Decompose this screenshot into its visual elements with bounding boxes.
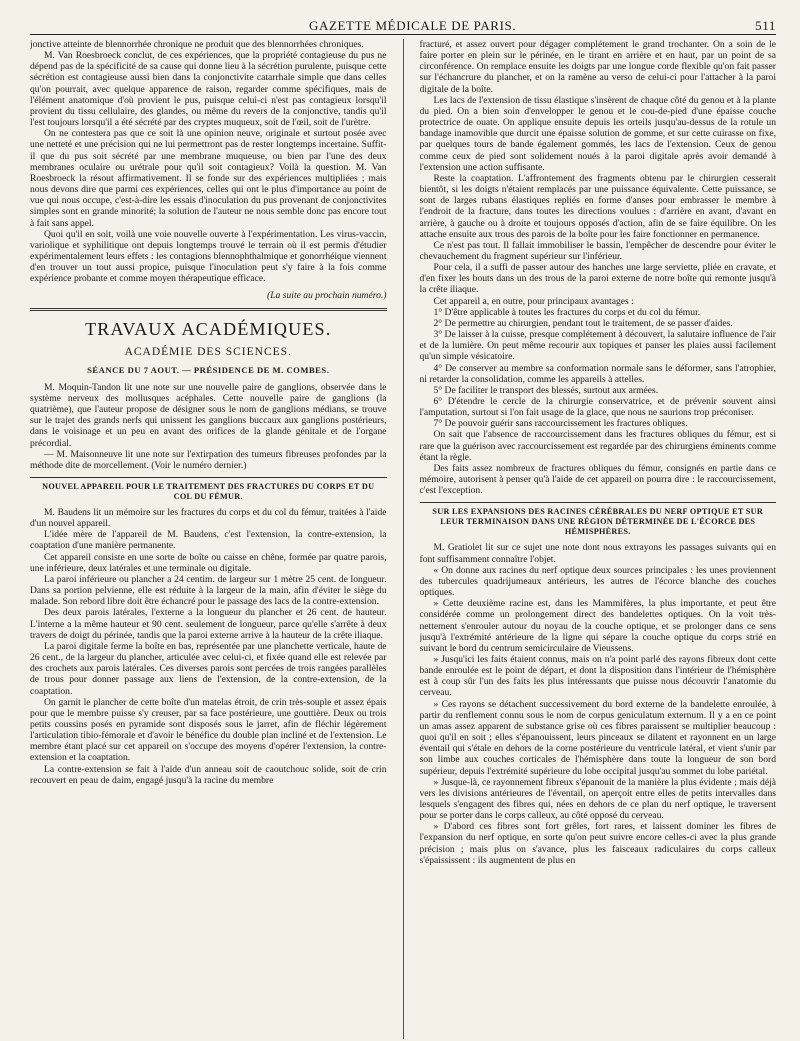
paragraph: » Jusqu'ici les faits étaient connus, mais on n'a point parlé des rayons fibreux dont cette bande enroulée est le point de départ, et dont la disposition dans l'intérieur de l'hémisphère est à coup sûr l'un des faits les plus intéressants que puisse nous découvrir l'anatomie du cerveau. [419,653,776,699]
academy-heading: ACADÉMIE DES SCIENCES. [124,345,292,358]
left-column [30,39,387,1039]
paragraph: Ce n'est pas tout. Il fallait immobiliser le bassin, l'empêcher de descendre pour éviter le chevauchement du fragment supérieur sur l'inférieur. [419,239,776,262]
paragraph: M. Moquin-Tandon lit une note sur une nouvelle paire de ganglions, observée dans le système nerveux des mollusques acéphales. Cette nouvelle paire de ganglions (la quatrième), que l'auteur propose de désigner sous le nom de ganglions médians, se trouve sur le trajet des grands nerfs qui unissent les ganglions buccaux aux ganglions postérieurs, dans le voisinage et un peu en avant des orifices de la glande génitale et de l'organe précordial. [30,381,387,449]
list-item: 4° De conserver au membre sa conformation normale sans le déformer, sans l'atrophier, ni retarder la consolidation, comme les appareils à attelles. [419,362,776,385]
paragraph: Des faits assez nombreux de fractures obliques du fémur, consignés en partie dans ce mémoire, autorisent à penser qu'à l'aide de cet appareil on pourra dire : le raccourcissement, c'est l'exception. [419,462,776,497]
list-item: 2° De permettre au chirurgien, pendant tout le traitement, de se passer d'aides. [433,317,733,329]
paragraph: » Jusque-là, ce rayonnement fibreux s'épanouit de la manière la plus évidente ; mais déjà vers les divisions antérieures de l'éventail, on aperçoit entre elles de petits intervalles dans lesquels s'engagent des fibres qui, nées en dehors de ce plan du nerf optique, le traversent pour se porter dans le corps calleux, au côté opposé du cerveau. [419,776,776,822]
paragraph: » Cette deuxième racine est, dans les Mammifères, la plus importante, et peut être considérée comme un prolongement direct des bandelettes optiques. On la voit très-nettement s'enrouler autour du noyau de la couche optique, et se prolonger dans ce sens jusqu'à l'extrémité antérieure de la ligne qui sépare la couche optique du corps strié en suivant le bord du centrum semicirculaire de Vieussens. [419,598,776,654]
paragraph: Quoi qu'il en soit, voilà une voie nouvelle ouverte à l'expérimentation. Les virus-vaccin, variolique et syphilitique ont depuis longtemps trouvé le terrain où il est permis d'étudier expérimentalement leurs effets : les contagions blennophthalmique et gonorrhéique viennent d'en trouver un tout aussi propice, puisque l'inoculation peut s'y faire à la fois comme expérience probante et comme moyen thérapeutique efficace. [30,228,387,285]
subsection-title: SUR LES EXPANSIONS DES RACINES CÉRÉBRALES DU NERF OPTIQUE ET SUR LEUR TERMINAISON DANS UNE RÉGION DÉTERMINÉE DE L'ÉCORCE DES HÉMISPHÈRES. [432,507,764,537]
paragraph: On garnit le plancher de cette boîte d'un matelas étroit, de crin très-souple et assez épais pour que le membre puisse s'y creuser, par sa face postérieure, une gouttière. Deux ou trois petits coussins posés en pyramide sont disposés sous le jarret, afin de fléchir légèrement l'articulation tibio-fémorale et d'avoir le bénéfice du double plan incliné et de l'extension. Le membre étant placé sur cet appareil on s'occupe des moyens d'opérer l'extension, la contre-extension et la coaptation. [30,696,387,764]
list-item: 6° D'étendre le cercle de la chirurgie conservatrice, et de prévenir souvent ainsi l'amputation, surtout si l'on fait usage de la glace, que nous ne saurions trop préconiser. [419,396,776,419]
paragraph: Les lacs de l'extension de tissu élastique s'insèrent de chaque côté du genou et à la plante du pied. On a bien soin d'envelopper le genou et le cou-de-pied d'une épaisse couche protectrice de ouate. On applique ensuite depuis les orteils jusqu'au-dessus de la rotule un bandage inamovible que durcit une épaisse solution de gomme, et sur cette cuirasse on fixe, par quelques tours de bande également gommés, les lacs de l'extension. Ceux de genou comme ceux de pied sont solidement noués à la paroi digitale après avoir demandé à l'extension une action suffisante. [419,94,776,173]
paragraph: Cet appareil a, en outre, pour principaux avantages : [433,295,634,307]
section-divider [30,308,387,311]
paragraph: » Ces rayons se détachent successivement du bord externe de la bandelette enroulée, à partir du renflement connu sous le nom de corpus geniculatum externum. Il y a en ce point un amas assez apparent de substance grise où ces fibres paraissent se multiplier beaucoup : quoi qu'il en soit ; elles s'épanouissent, leurs pinceaux se dilatent et rayonnent en un large éventail qui s'étale en dehors de la corne postérieure du ventricule latéral, et vient s'unir par son limbe aux couches corticales de l'hémisphère dans toute la longueur de son bord supérieur, depuis l'extrémité supérieure du lobe occipital jusqu'au sommet du lobe pariétal. [419,698,776,777]
paragraph: On ne contestera pas que ce soit là une opinion neuve, originale et surtout posée avec une netteté et une précision qui ne lui permettront pas de rester longtemps incertaine. Suffit-il que du pus soit sécrété par une membrane muqueuse, ou bien par l'une des deux membranes oculaire ou urétrale pour qu'il soit contagieux? Voilà la question. M. Van Roesbroeck la résout affirmativement. Il se fonde sur des expériences multipliées ; mais nous devons dire que parmi ces expériences, celles qui ont le plus d'importance au point de vue qui nous occupe, c'est-à-dire les essais d'inoculation du pus provenant de conjonctivites simples sont en grande minorité; la solution de l'auteur ne nous semble donc pas encore tout à fait sans appel. [30,128,387,229]
list-item: 5° De faciliter le transport des blessés, surtout aux armées. [433,384,659,396]
paragraph: jonctive atteinte de blennorrhée chronique ne produit que des blennorrhées chroniques. [30,39,364,50]
paragraph: Des deux parois latérales, l'externe a la longueur du plancher et 26 cent. de hauteur. L'interne a la même hauteur et 90 cent. seulement de longueur, parce qu'elle s'arrête à deux travers de doigt du périnée, tandis que la paroi externe arrive à la hauteur de la crête iliaque. [30,607,387,641]
paragraph: » D'abord ces fibres sont fort grêles, fort rares, et laissent dominer les fibres de l'expansion du nerf optique, en sorte qu'on peut suivre encore celles-ci avec la plus grande précision ; mais plus on s'avance, plus les faisceaux radiculaires du corps calleux s'épaississent : ils augmentent de plus en [419,821,776,866]
paragraph: Cet appareil consiste en une sorte de boîte ou caisse en chêne, formée par quatre parois, une inférieure, deux latérales et une terminale ou digitale. [30,551,387,574]
paragraph: La contre-extension se fait à l'aide d'un anneau soit de caoutchouc solide, soit de crin recouvert en peau de daim, engagé jusqu'à la racine du membre [30,763,387,786]
paragraph: L'idée mère de l'appareil de M. Baudens, c'est l'extension, la contre-extension, la coaptation d'une manière permanente. [30,529,387,552]
column-rule [403,39,404,1039]
divider [30,477,387,478]
divider [420,502,777,503]
paragraph: Reste la coaptation. L'affrontement des fragments obtenu par le chirurgien cesserait bientôt, si les doigts n'étaient remplacés par une puissance équivalente. Cette puissance, se sont de larges rubans élastiques repliés en forme d'anses pour embrasser le membre à l'endroit de la fracture, dans toutes les directions voulues : d'arrière en avant, d'avant en arrière, à gauche ou à droite et toujours opposés d'action, afin de se faire équilibre. On les attache ensuite aux trous des parois de la boîte pour les faire fonctionner en permanence. [419,172,776,240]
subsection-title: NOUVEL APPAREIL POUR LE TRAITEMENT DES FRACTURES DU CORPS ET DU COL DU FÉMUR. [42,482,375,501]
list-item: 7° De pouvoir guérir sans raccourcissement les fractures obliques. [433,418,688,430]
right-column [420,39,777,1039]
continuation-note: (La suite au prochain numéro.) [267,290,387,302]
paragraph: — M. Maisonneuve lit une note sur l'extirpation des tumeurs fibreuses profondes par la méthode dite de morcellement. (Voir le numéro dernier.) [30,448,387,471]
paragraph: M. Van Roesbroeck conclut, de ces expériences, que la propriété contagieuse du pus ne dépend pas de la spécificité de sa cause qui donne lieu à la sécrétion purulente, puisque cette sécrétion est contagieuse aussi bien dans la conjonctivite catarrhale simple que dans celles qu'on pourrait, avec quelque apparence de raison, regarder comme spécifiques, mais de l'élément anatomique d'où provient le pus, puisque celui-ci n'est pas contagieux lorsqu'il provient du tissu cellulaire, des glandes, ou même du revers de la conjonctive, tandis qu'il l'est toujours lorsqu'il a été sécrété par des cryptes muqueux, soit de l'œil, soit de l'urètre. [30,50,387,129]
journal-title: GAZETTE MÉDICALE DE PARIS. [308,18,517,33]
paragraph: On sait que l'absence de raccourcissement dans les fractures obliques du fémur, est si rare que la guérison avec raccourcissement est regardée par des chirurgiens éminents comme étant la règle. [419,429,776,463]
page-number: 511 [755,18,776,33]
paragraph: « On donne aux racines du nerf optique deux sources principales : les unes proviennent des tubercules quadrijumeaux antérieurs, les autres de l'écorce blanche des couches optiques. [419,564,776,599]
paragraph: M. Gratiolet lit sur ce sujet une note dont nous extrayons les passages suivants qui en font suffisamment connaître l'objet. [419,542,776,565]
paragraph: fracturé, et assez ouvert pour dégager complétement le grand trochanter. On a soin de le faire porter en plein sur le périnée, en le tirant en arrière et en haut, par un point de sa circonférence. On remplace ensuite les doigts par une longue corde flexible qu'on fait passer sur l'échancrure du plancher, et on la ramène au verso de celui-ci pour l'attacher à la paroi digitale de la boîte. [419,39,776,95]
paragraph: Pour cela, il a suffi de passer autour des hanches une large serviette, pliée en cravate, et d'en fixer les bouts dans un des trous de la paroi externe de notre boîte qui remonte jusqu'à la crête iliaque. [419,262,776,296]
paragraph: La paroi digitale ferme la boîte en bas, représentée par une planchette verticale, haute de 26 cent., de la largeur du plancher, articulée avec celui-ci, et fixée quand elle est relevée par des crochets aux parois latérales. Ces diverses parois sont percées de trois rangées parallèles de trous pour donner passage aux liens de l'extension, de la contre-extension, de la coaptation. [30,640,387,697]
list-item: 3° De laisser à la cuisse, presque complétement à découvert, la salutaire influence de l'air et de la lumière. On peut même recourir aux topiques et panser les plaies aussi facilement qu'un simple vésicatoire. [419,329,776,363]
paragraph: La paroi inférieure ou plancher a 24 centim. de largeur sur 1 mètre 25 cent. de longueur. Dans sa portion pelvienne, elle est réduite à la largeur de la main, afin d'éviter le siège du malade. Son rebord libre doit être échancré pour le passage des lacs de la contre-extension. [30,573,387,608]
session-heading: SÉANCE DU 7 AOUT. — PRÉSIDENCE DE M. COMBES. [87,364,330,375]
paragraph: M. Baudens lit un mémoire sur les fractures du corps et du col du fémur, traitées à l'aide d'un nouvel appareil. [30,507,387,530]
section-title: TRAVAUX ACADÉMIQUES. [85,318,332,339]
list-item: 1° D'être applicable à toutes les fractures du corps et du col du fémur. [433,306,701,318]
page-header [30,10,776,35]
